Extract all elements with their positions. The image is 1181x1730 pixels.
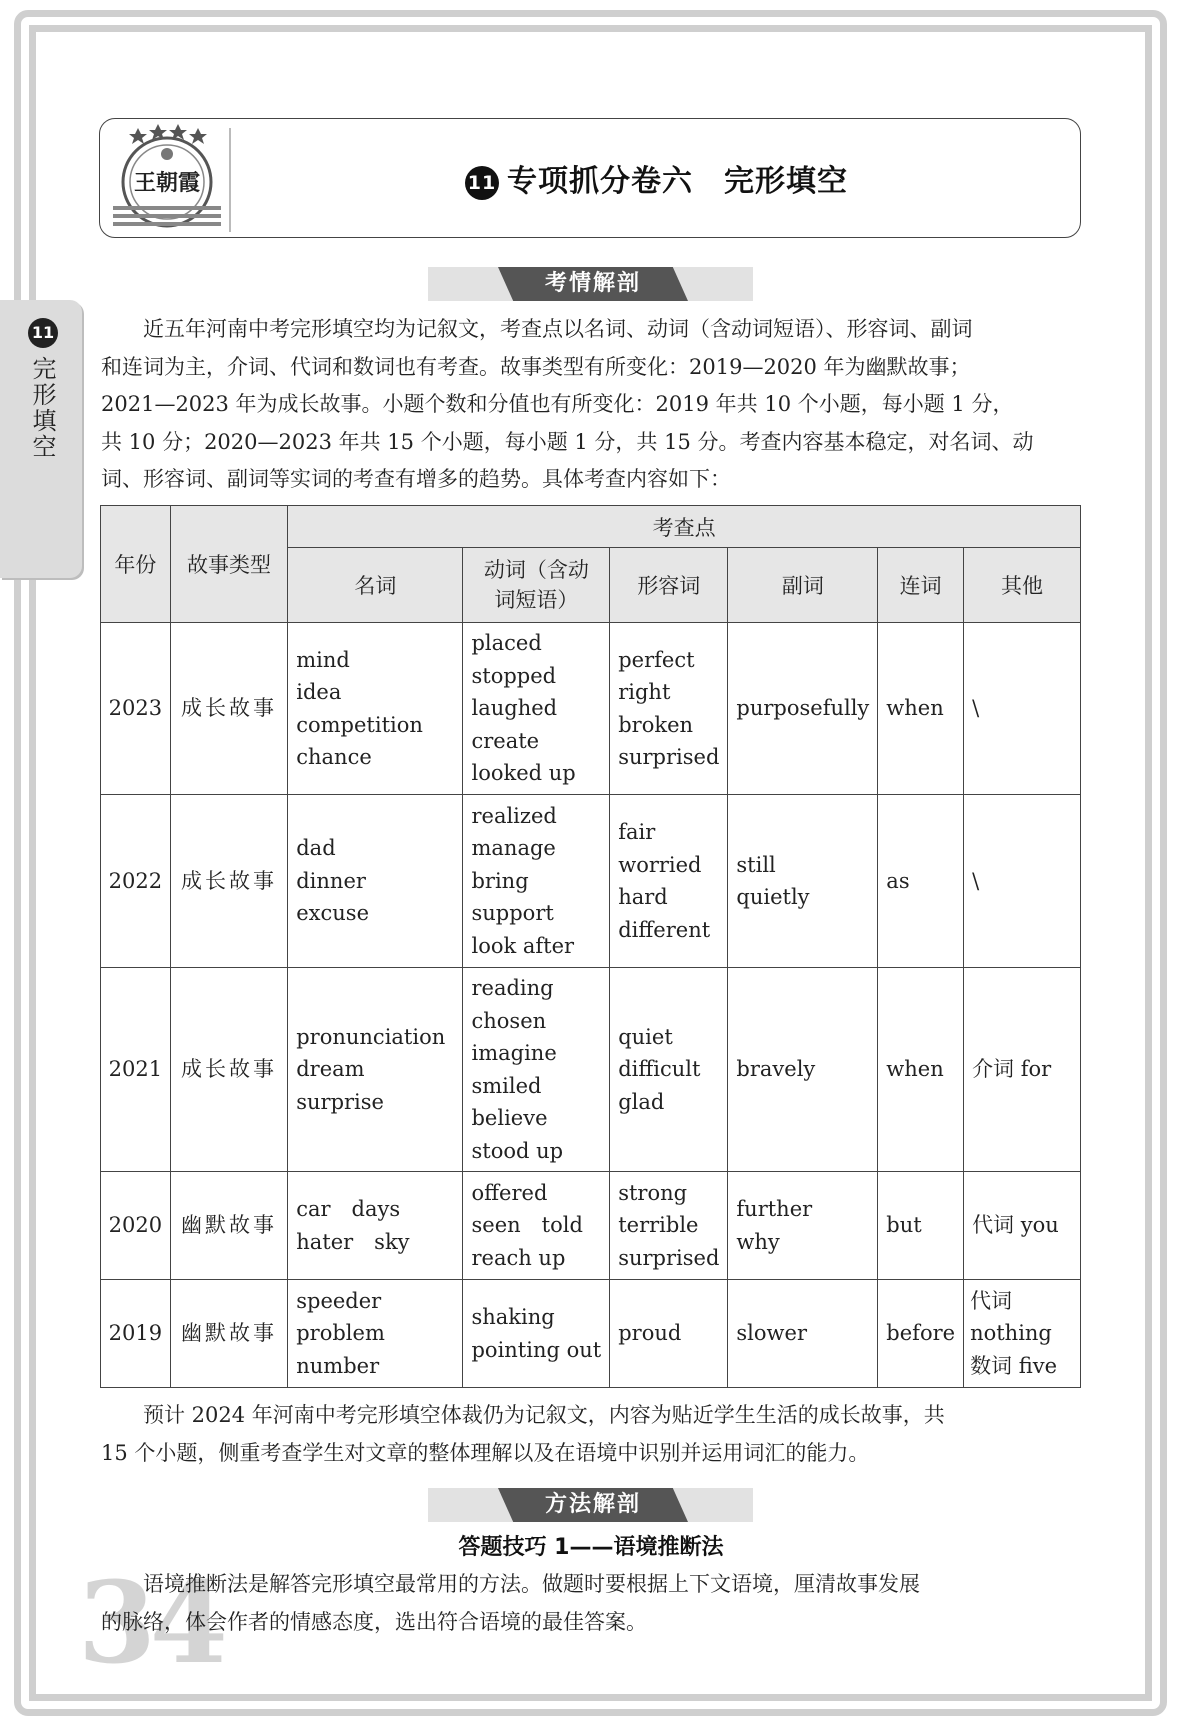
conjunction-cell: when — [878, 623, 964, 795]
other-cell: 代词 you — [964, 1172, 1081, 1280]
intro-line: 和连词为主，介词、代词和数词也有考查。故事类型有所变化：2019—2020 年为幽默故事； — [101, 354, 971, 379]
adjective-cell: fair worried hard different — [610, 795, 728, 968]
story-cell: 成长故事 — [170, 623, 287, 795]
forecast-line: 15 个小题，侧重考查学生对文章的整体理解以及在语境中识别并运用词汇的能力。 — [101, 1440, 870, 1465]
technique-paragraph — [101, 1566, 1081, 1641]
table-row — [101, 1280, 1081, 1388]
header-points: 考查点 — [288, 506, 1081, 548]
header-verb: 动词（含动 词短语） — [463, 548, 610, 623]
year-cell: 2021 — [101, 968, 171, 1172]
intro-line: 近五年河南中考完形填空均为记叙文，考查点以名词、动词（含动词短语）、形容词、副词 — [143, 317, 973, 341]
intro-line: 词、形容词、副词等实词的考查有增多的趋势。具体考查内容如下： — [101, 467, 731, 491]
adverb-cell: slower — [728, 1280, 878, 1388]
table-row — [101, 795, 1081, 968]
title-number-badge: 11 — [465, 166, 499, 200]
year-cell: 2019 — [101, 1280, 171, 1388]
header-adverb: 副词 — [728, 548, 878, 623]
year-cell: 2023 — [101, 623, 171, 795]
verb-cell: placed stopped laughed create looked up — [463, 623, 610, 795]
intro-line: 共 10 分；2020—2023 年共 15 个小题，每小题 1 分，共 15 分。考查内容基本稳定，对名词、动 — [101, 429, 1034, 454]
noun-cell: car days hater sky — [288, 1172, 463, 1280]
verb-cell: reading chosen imagine smiled believe stood up — [463, 968, 610, 1172]
side-tab-number: 11 — [28, 318, 58, 348]
side-tab-label: 完形填空 — [28, 356, 56, 460]
table-row — [101, 968, 1081, 1172]
logo-icon — [107, 124, 227, 236]
verb-cell: offered seen told reach up — [463, 1172, 610, 1280]
technique-line: 语境推断法是解答完形填空最常用的方法。做题时要根据上下文语境，厘清故事发展 — [143, 1572, 920, 1596]
other-cell: \ — [964, 623, 1081, 795]
logo-divider — [229, 128, 231, 232]
header-adjective: 形容词 — [610, 548, 728, 623]
story-cell: 成长故事 — [170, 968, 287, 1172]
technique-title: 答题技巧 1——语境推断法 — [458, 1535, 724, 1560]
story-cell: 幽默故事 — [170, 1172, 287, 1280]
intro-paragraph — [101, 311, 1081, 499]
table-row — [101, 623, 1081, 795]
story-cell: 幽默故事 — [170, 1280, 287, 1388]
adverb-cell: further why — [728, 1172, 878, 1280]
logo-text: 王朝霞 — [133, 170, 201, 196]
header-year: 年份 — [101, 506, 171, 623]
page-title — [232, 156, 1081, 200]
verb-cell: shaking pointing out — [463, 1280, 610, 1388]
other-cell: 代词 nothing 数词 five — [964, 1280, 1081, 1388]
forecast-paragraph — [101, 1397, 1081, 1472]
title-text: 专项抓分卷六 完形填空 — [507, 164, 848, 199]
adjective-cell: quiet difficult glad — [610, 968, 728, 1172]
verb-cell: realized manage bring support look after — [463, 795, 610, 968]
year-cell: 2022 — [101, 795, 171, 968]
header-noun: 名词 — [288, 548, 463, 623]
exam-points-table — [100, 505, 1081, 1388]
noun-cell: pronunciation dream surprise — [288, 968, 463, 1172]
section-banner-analysis — [428, 267, 753, 301]
story-cell: 成长故事 — [170, 795, 287, 968]
other-cell: 介词 for — [964, 968, 1081, 1172]
year-cell: 2020 — [101, 1172, 171, 1280]
noun-cell: speeder problem number — [288, 1280, 463, 1388]
section-banner-method — [428, 1488, 753, 1522]
technique-line: 的脉络，体会作者的情感态度，选出符合语境的最佳答案。 — [101, 1609, 647, 1634]
adjective-cell: strong terrible surprised — [610, 1172, 728, 1280]
adverb-cell: bravely — [728, 968, 878, 1172]
section-label: 考情解剖 — [544, 271, 641, 296]
page-number: 34 — [78, 1558, 222, 1689]
noun-cell: dad dinner excuse — [288, 795, 463, 968]
adverb-cell: still quietly — [728, 795, 878, 968]
section-label: 方法解剖 — [544, 1492, 641, 1517]
header-other: 其他 — [964, 548, 1081, 623]
other-cell: \ — [964, 795, 1081, 968]
conjunction-cell: when — [878, 968, 964, 1172]
header-conjunction: 连词 — [878, 548, 964, 623]
header-story-type: 故事类型 — [170, 506, 287, 623]
conjunction-cell: but — [878, 1172, 964, 1280]
adjective-cell: perfect right broken surprised — [610, 623, 728, 795]
forecast-line: 预计 2024 年河南中考完形填空体裁仍为记叙文，内容为贴近学生生活的成长故事，共 — [143, 1403, 945, 1427]
conjunction-cell: as — [878, 795, 964, 968]
intro-line: 2021—2023 年为成长故事。小题个数和分值也有所变化：2019 年共 10 个小题，每小题 1 分， — [101, 392, 1014, 416]
table-row — [101, 1172, 1081, 1280]
noun-cell: mind idea competition chance — [288, 623, 463, 795]
adverb-cell: purposefully — [728, 623, 878, 795]
adjective-cell: proud — [610, 1280, 728, 1388]
conjunction-cell: before — [878, 1280, 964, 1388]
